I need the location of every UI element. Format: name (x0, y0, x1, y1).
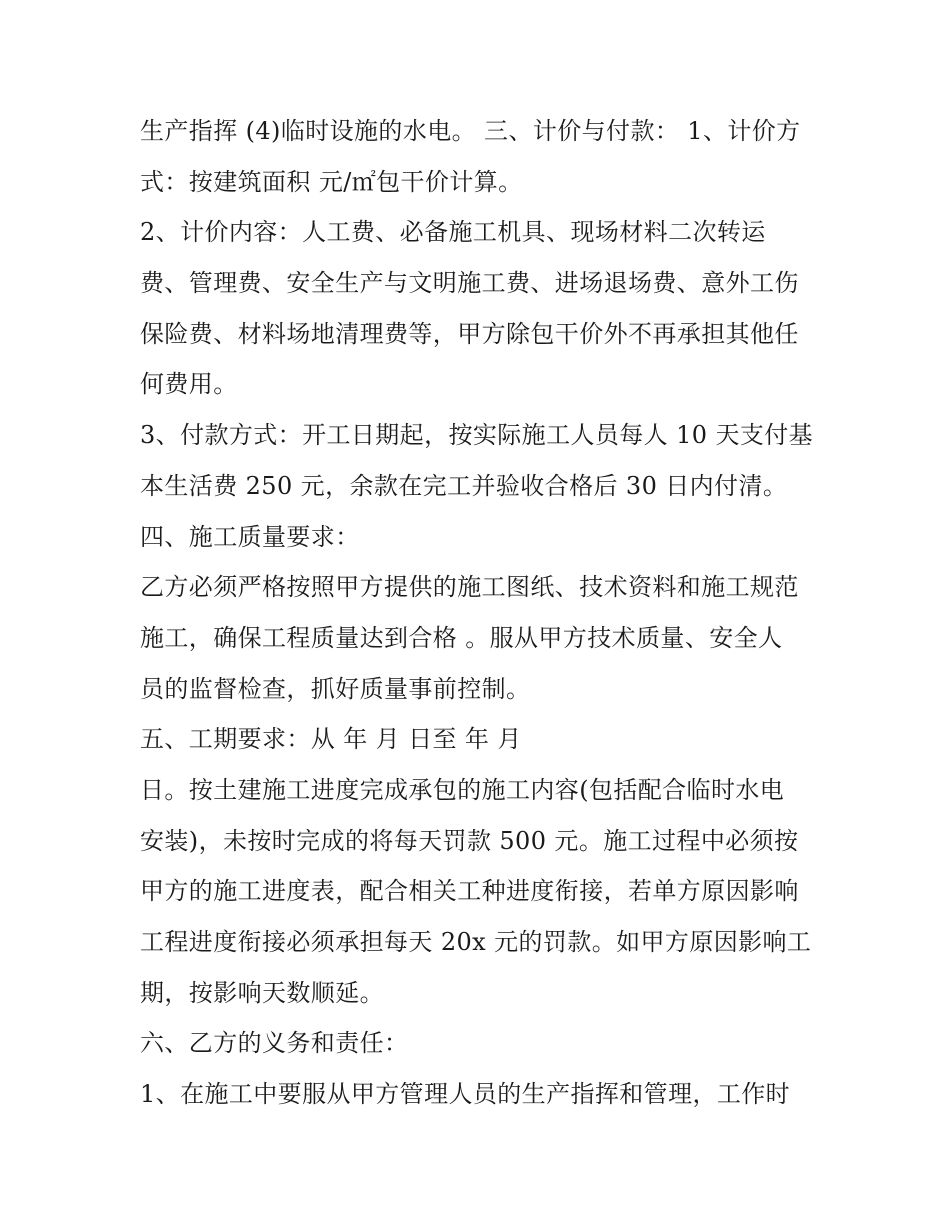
text-line: 3、付款方式：开工日期起，按实际施工人员每人 10 天支付基 (140, 421, 814, 450)
text-line: 生产指挥 (4)临时设施的水电。 三、计价与付款： 1、计价方 (140, 117, 801, 145)
text-line: 期，按影响天数顺延。 (140, 978, 384, 1007)
text-line: 甲方的施工进度表，配合相关工种进度衔接，若单方原因影响 (140, 877, 799, 906)
text-line: 保险费、材料场地清理费等，甲方除包干价外不再承担其他任 (140, 319, 799, 348)
document-body (140, 106, 820, 1120)
section-heading-schedule: 五、工期要求：从 年 月 日至 年 月 (140, 725, 522, 754)
text-line: 日。按土建施工进度完成承包的施工内容(包括配合临时水电 (140, 775, 785, 804)
text-line: 何费用。 (140, 370, 238, 399)
text-line: 施工，确保工程质量达到合格 。服从甲方技术质量、安全人 (140, 623, 783, 652)
text-line: 安装)，未按时完成的将每天罚款 500 元。施工过程中必须按 (140, 826, 799, 855)
text-line: 1、在施工中要服从甲方管理人员的生产指挥和管理，工作时 (140, 1080, 791, 1109)
text-line: 2、计价内容：人工费、必备施工机具、现场材料二次转运 (140, 218, 766, 247)
text-line: 本生活费 250 元，余款在完工并验收合格后 30 日内付清。 (140, 471, 788, 500)
text-line: 工程进度衔接必须承担每天 20x 元的罚款。如甲方原因影响工 (140, 928, 812, 956)
section-heading-obligations: 六、乙方的义务和责任： (140, 1029, 409, 1058)
text-line: 员的监督检查，抓好质量事前控制。 (140, 674, 531, 703)
text-line: 乙方必须严格按照甲方提供的施工图纸、技术资料和施工规范 (140, 573, 799, 602)
section-heading-quality: 四、施工质量要求： (140, 522, 360, 551)
text-line: 式：按建筑面积 元/㎡包干价计算。 (140, 167, 523, 196)
text-line: 费、管理费、安全生产与文明施工费、进场退场费、意外工伤 (140, 269, 799, 298)
